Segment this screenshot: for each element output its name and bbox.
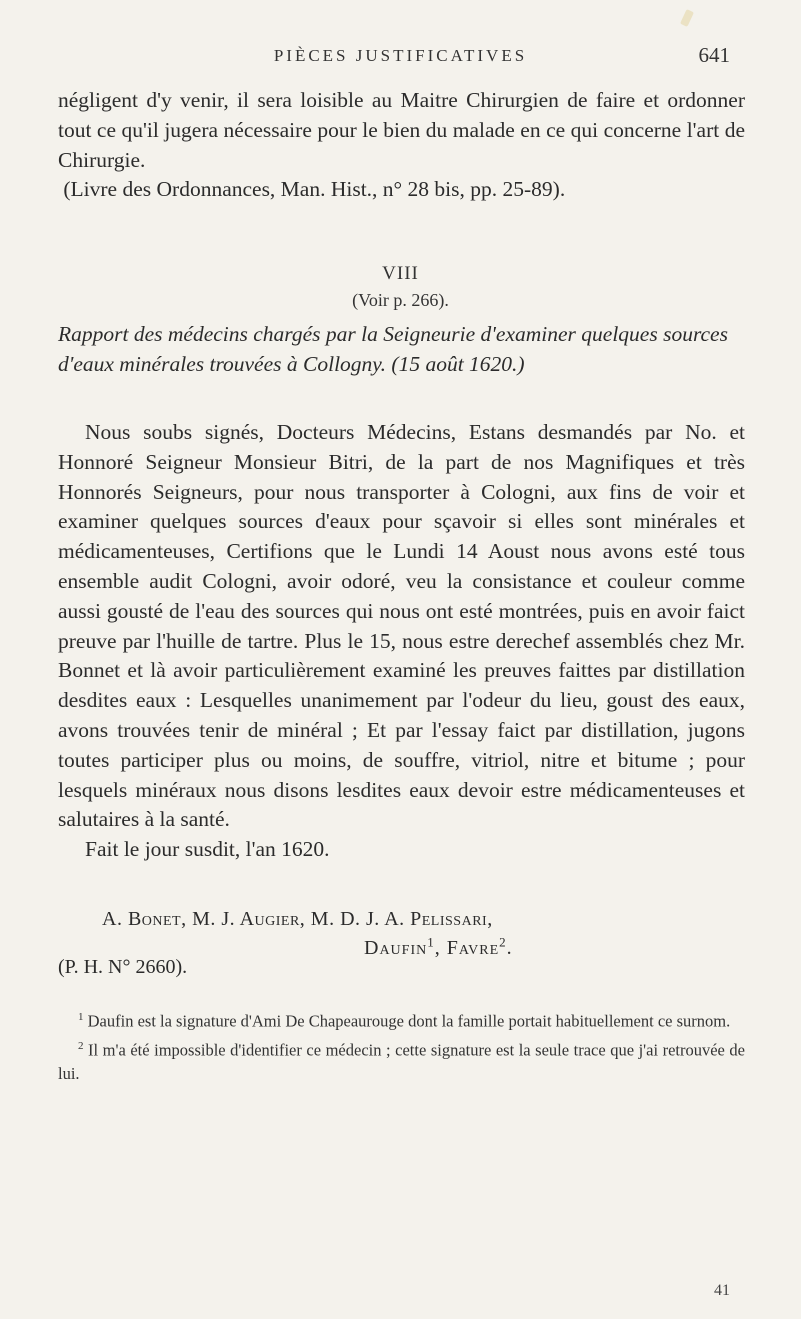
footnote-ref-2: 2 <box>499 934 507 950</box>
footnote-text: Daufin est la signature d'Ami De Chapeaurouge dont la famille portait habituellement ce surnom. <box>87 1011 731 1031</box>
intro-text: négligent d'y venir, il sera loisible au Maitre Chirurgien de faire et ordonner tout ce qu'il jugera nécessaire pour le bien du malade en ce qui concerne l'art de Chirurgie. <box>58 88 745 172</box>
signatures-line-1: A. Bonet, M. J. Augier, M. D. J. A. Pelissari, <box>102 908 493 930</box>
section-number: VIII <box>382 263 419 284</box>
intro-source <box>58 175 745 205</box>
footnote-ref-1: 1 <box>427 934 435 950</box>
intro-paragraph <box>58 86 745 205</box>
signature-mark: 41 <box>714 1282 730 1299</box>
signature-end: . <box>506 937 513 959</box>
archive-reference: (P. H. N° 2660). <box>58 956 188 978</box>
footnote-mark: 1 <box>78 1011 84 1023</box>
footnote-text: Il m'a été impossible d'identifier ce médecin ; cette signature est la seule trace que j'ai retrouvée de lui. <box>58 1040 745 1083</box>
footnote <box>58 1005 745 1034</box>
intro-source-text: (Livre des Ordonnances, Man. Hist., n° 28 bis, pp. 25-89). <box>63 177 566 202</box>
running-head-title: PIÈCES JUSTIFICATIVES <box>273 46 528 65</box>
signature-daufin: Daufin <box>364 937 428 959</box>
paper-stain <box>680 9 694 27</box>
report-paragraph: Nous soubs signés, Docteurs Médecins, Estans desmandés par No. et Honnoré Seigneur Monsieur Bitri, de la part de nos Magnifiques et très Honnorés Seigneurs, pour nous transporter à Cologni, aux fins de voir et examiner quelques sources d'eaux pour sçavoir si elles sont minérales et médicamenteuses, Certifions que le Lundi 14 Aoust nous avons esté tous ensemble audit Cologni, avoir odoré, veu la consistance et couleur comme aussi gousté de l'eau des sources qui nous ont esté montrées, puis en avoir faict preuve par l'huille de tartre. Plus le 15, nous estre derechef assemblés chez Mr. Bonnet et là avoir particulièrement examiné les preuves faittes par distillation desdites eaux : Lesquelles unanimement par l'odeur du lieu, goust des eaux, avons trouvées tenir de minéral ; Et par l'essay faict par distillation, jugons toutes participer plus ou moins, de souffre, vitriol, nitre et bitume ; pour lesquels minéraux nous disons lesdites eaux devoir estre médicamenteuses et salutaires à la santé. <box>58 420 745 832</box>
footnote-mark: 2 <box>78 1039 84 1052</box>
document-title: Rapport des médecins chargés par la Seigneurie d'examiner quelques sources d'eaux minérales trouvées à Collogny. (15 août 1620.) <box>58 322 728 376</box>
signature-favre: Favre <box>446 937 500 959</box>
footnote <box>58 1034 745 1087</box>
section-reference: (Voir p. 266). <box>352 290 449 310</box>
running-head <box>0 38 801 68</box>
report-body <box>58 418 745 865</box>
closing-line: Fait le jour susdit, l'an 1620. <box>85 837 330 862</box>
signatures-line-2 <box>364 934 513 963</box>
page-number: 641 <box>698 43 730 67</box>
signature-separator: , <box>434 937 447 959</box>
footnotes <box>58 1005 745 1086</box>
